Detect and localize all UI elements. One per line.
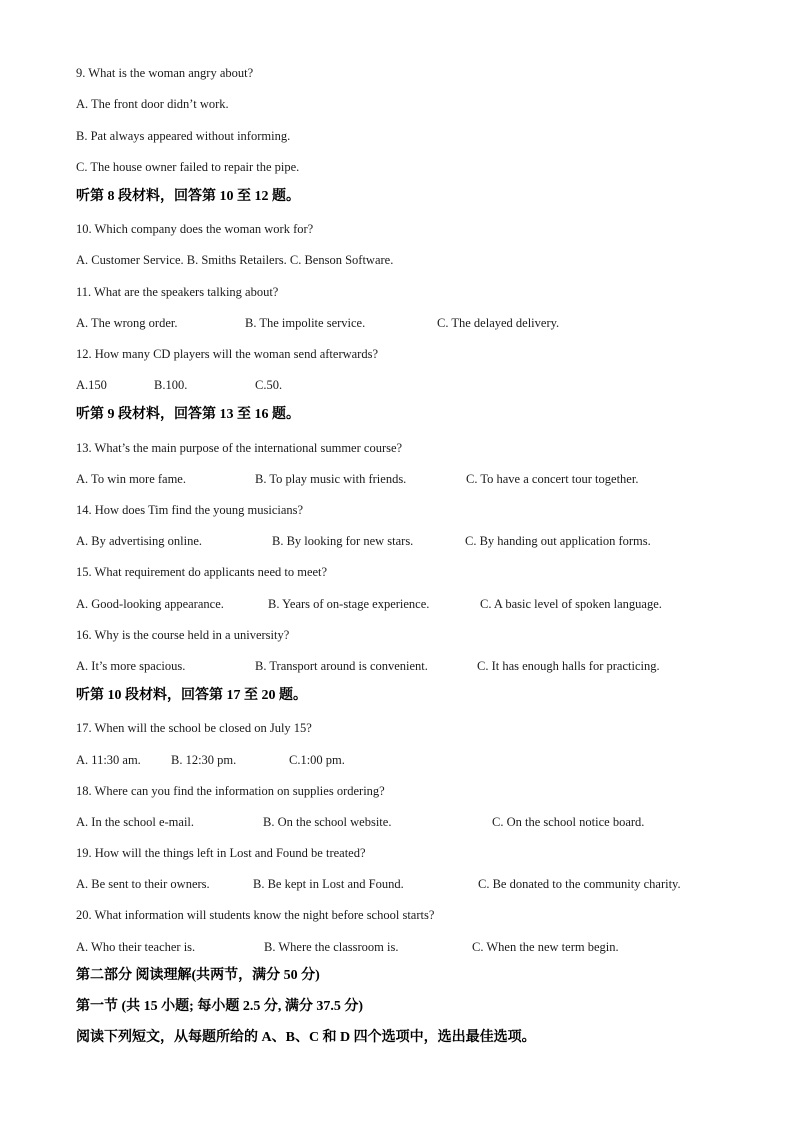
q11-option-c: C. The delayed delivery.	[437, 316, 560, 330]
q11-option-b: B. The impolite service.	[245, 316, 366, 330]
q11-options-row	[76, 315, 716, 331]
q13-option-b: B. To play music with friends.	[255, 472, 407, 486]
reading-instruction: 阅读下列短文，从每题所给的 A、B、C 和 D 四个选项中，选出最佳选项。	[76, 1030, 536, 1045]
q19-option-b: B. Be kept in Lost and Found.	[253, 877, 404, 891]
section-heading-passage-8: 听第 8 段材料，回答第 10 至 12 题。	[76, 189, 300, 204]
q10-options: A. Customer Service. B. Smiths Retailers. C. Benson Software.	[76, 253, 394, 267]
question-17: 17. When will the school be closed on July 15?	[76, 721, 312, 735]
q20-option-a: A. Who their teacher is.	[76, 940, 196, 954]
question-16: 16. Why is the course held in a university?	[76, 628, 290, 642]
q9-option-c: C. The house owner failed to repair the pipe.	[76, 160, 300, 174]
question-18: 18. Where can you find the information on supplies ordering?	[76, 784, 385, 798]
q20-option-b: B. Where the classroom is.	[264, 940, 399, 954]
q19-option-c: C. Be donated to the community charity.	[478, 877, 681, 891]
q17-option-a: A. 11:30 am.	[76, 753, 141, 767]
question-9: 9. What is the woman angry about?	[76, 66, 254, 80]
q12-options-row	[76, 377, 716, 393]
question-13: 13. What’s the main purpose of the international summer course?	[76, 441, 403, 455]
q12-option-b: B.100.	[154, 378, 188, 392]
q18-option-c: C. On the school notice board.	[492, 815, 645, 829]
q16-option-a: A. It’s more spacious.	[76, 659, 186, 673]
q17-options-row	[76, 752, 716, 768]
q19-options-row	[76, 876, 716, 892]
section-heading-passage-9: 听第 9 段材料，回答第 13 至 16 题。	[76, 407, 300, 422]
q13-option-a: A. To win more fame.	[76, 472, 186, 486]
q16-options-row	[76, 658, 716, 674]
question-11: 11. What are the speakers talking about?	[76, 285, 279, 299]
question-12: 12. How many CD players will the woman send afterwards?	[76, 347, 379, 361]
section-heading-passage-10: 听第 10 段材料，回答第 17 至 20 题。	[76, 688, 307, 703]
q13-options-row	[76, 471, 716, 487]
section-one-heading: 第一节 (共 15 小题; 每小题 2.5 分, 满分 37.5 分)	[76, 999, 363, 1014]
q20-options-row	[76, 939, 716, 955]
q14-options-row	[76, 533, 716, 549]
q13-option-c: C. To have a concert tour together.	[466, 472, 639, 486]
question-19: 19. How will the things left in Lost and Found be treated?	[76, 846, 366, 860]
question-10: 10. Which company does the woman work for?	[76, 222, 314, 236]
q17-option-c: C.1:00 pm.	[289, 753, 345, 767]
q16-option-c: C. It has enough halls for practicing.	[477, 659, 660, 673]
q20-option-c: C. When the new term begin.	[472, 940, 619, 954]
question-20: 20. What information will students know the night before school starts?	[76, 908, 435, 922]
q12-option-c: C.50.	[255, 378, 283, 392]
q9-option-a: A. The front door didn’t work.	[76, 97, 229, 111]
q12-option-a: A.150	[76, 378, 107, 392]
q16-option-b: B. Transport around is convenient.	[255, 659, 428, 673]
q19-option-a: A. Be sent to their owners.	[76, 877, 210, 891]
q14-option-c: C. By handing out application forms.	[465, 534, 651, 548]
question-14: 14. How does Tim find the young musicians?	[76, 503, 304, 517]
q15-option-c: C. A basic level of spoken language.	[480, 597, 662, 611]
q14-option-a: A. By advertising online.	[76, 534, 203, 548]
part-two-heading: 第二部分 阅读理解(共两节，满分 50 分)	[76, 968, 320, 983]
q15-option-a: A. Good-looking appearance.	[76, 597, 224, 611]
q11-option-a: A. The wrong order.	[76, 316, 178, 330]
q9-option-b: B. Pat always appeared without informing.	[76, 129, 291, 143]
q15-options-row	[76, 596, 716, 612]
q18-option-b: B. On the school website.	[263, 815, 392, 829]
q14-option-b: B. By looking for new stars.	[272, 534, 414, 548]
q17-option-b: B. 12:30 pm.	[171, 753, 237, 767]
q15-option-b: B. Years of on-stage experience.	[268, 597, 430, 611]
question-15: 15. What requirement do applicants need to meet?	[76, 565, 328, 579]
q18-options-row	[76, 814, 716, 830]
q18-option-a: A. In the school e-mail.	[76, 815, 195, 829]
